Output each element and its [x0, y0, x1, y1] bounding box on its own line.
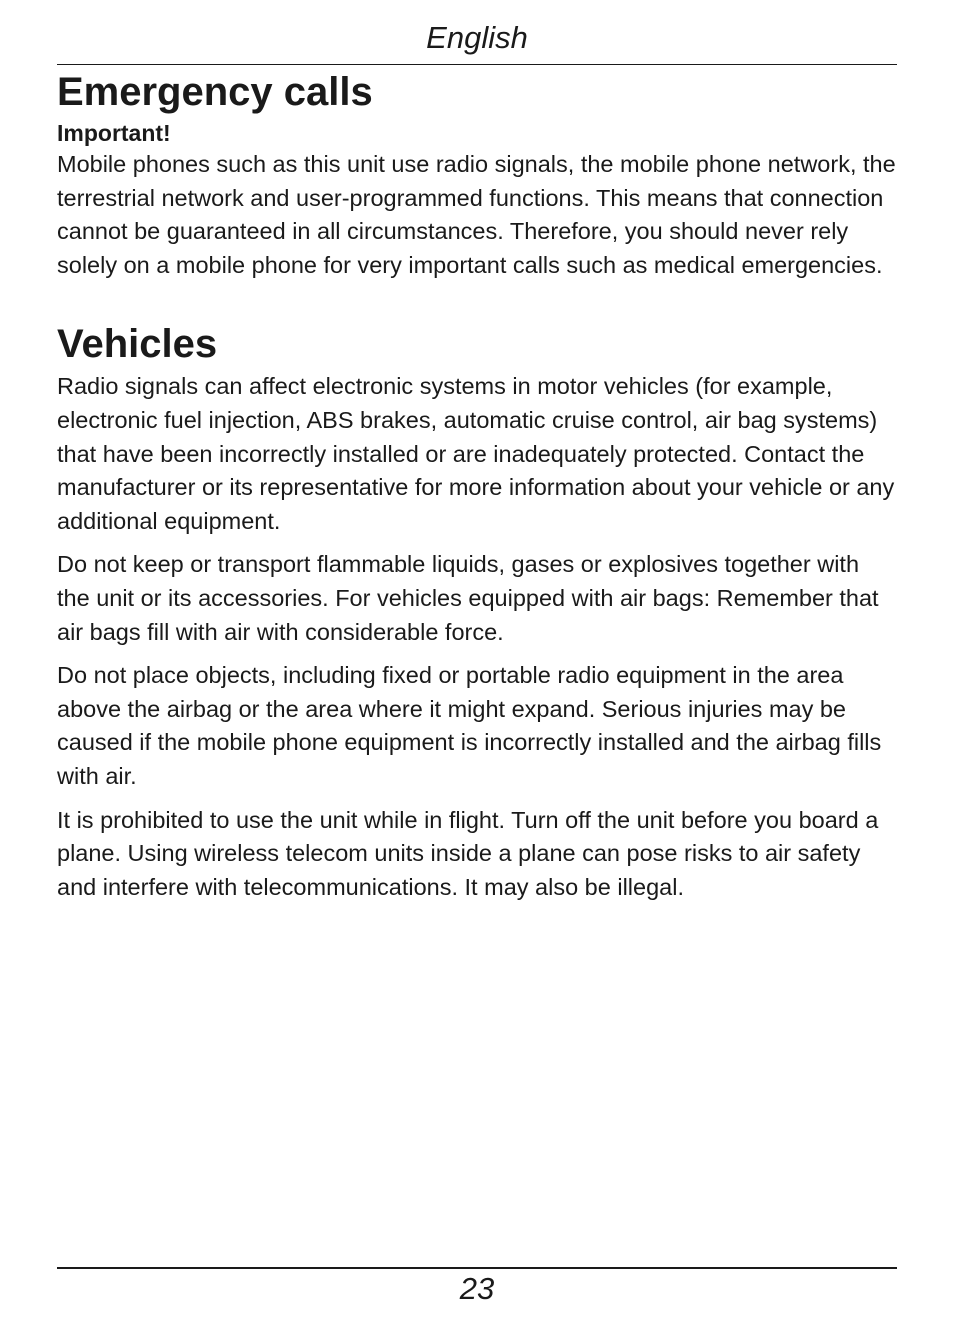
page-footer [57, 1267, 897, 1309]
vehicles-paragraph-4: It is prohibited to use the unit while in flight. Turn off the unit before you board a plane. Using wireless telecom units inside a plane can pose risks to air safety and interfere with telecommunications. It may also be illegal. [57, 806, 879, 900]
page-number: 23 [459, 1271, 495, 1306]
vehicles-paragraph-3: Do not place objects, including fixed or portable radio equipment in the area above the airbag or the area where it might expand. Serious injuries may be caused if the mobile phone equipment is incorrectly installed and the airbag fills with air. [57, 662, 882, 789]
vehicles-heading: Vehicles [57, 322, 218, 367]
emergency-calls-section [57, 66, 897, 282]
important-label: Important! [57, 120, 171, 146]
emergency-paragraph: Mobile phones such as this unit use radio signals, the mobile phone network, the terrestrial network and user-programmed functions. This means that connection cannot be guaranteed in all circumstances. Therefore, you should never rely solely on a mobile phone for very important calls such as medical emergencies. [57, 151, 896, 278]
page-content [57, 66, 897, 904]
vehicles-paragraph-1: Radio signals can affect electronic systems in motor vehicles (for example, electronic fuel injection, ABS brakes, automatic cruise control, air bag systems) that have been incorrectly installed or are inadequately protected. Contact the manufacturer or its representative for more information about your vehicle or any additional equipment. [57, 373, 895, 534]
vehicles-section [57, 318, 897, 904]
language-label: English [426, 20, 528, 55]
page-header [57, 16, 897, 65]
vehicles-paragraph-2: Do not keep or transport flammable liquids, gases or explosives together with the unit or its accessories. For vehicles equipped with air bags: Remember that air bags fill with air with considerable force. [57, 551, 879, 645]
emergency-calls-heading: Emergency calls [57, 70, 373, 114]
